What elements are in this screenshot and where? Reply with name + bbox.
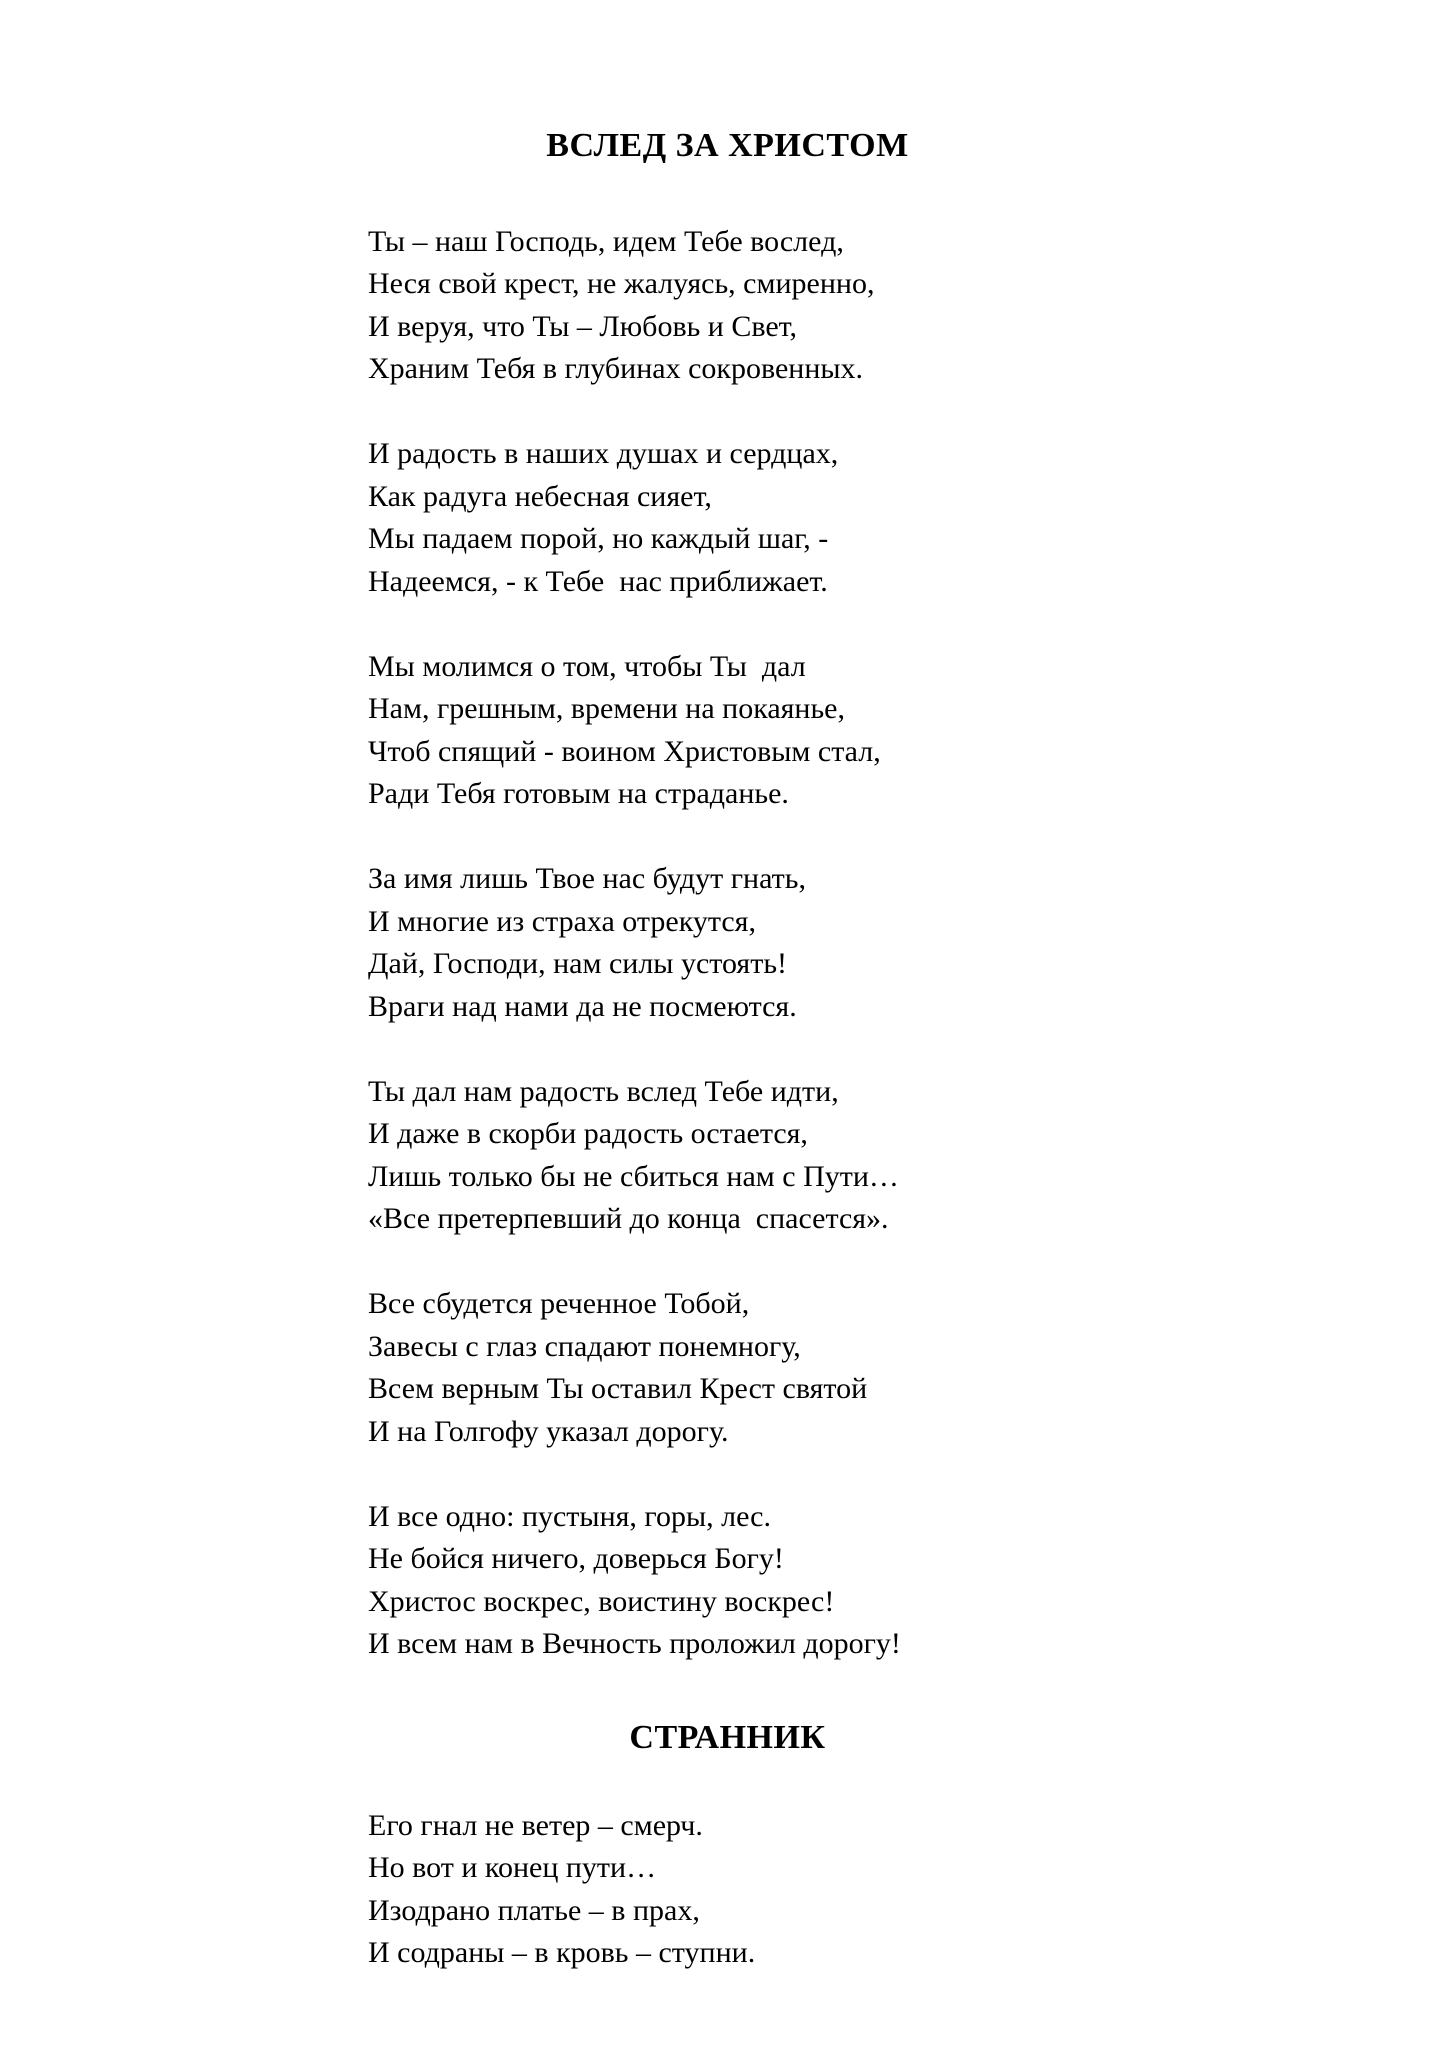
verse-line: Неся свой крест, не жалуясь, смиренно, xyxy=(368,267,875,301)
verse-line: И веруя, что Ты – Любовь и Свет, xyxy=(368,309,798,343)
verse-line: И содраны – в кровь – ступни. xyxy=(368,1936,756,1970)
stanza-spacer xyxy=(368,816,1415,859)
poem-body xyxy=(0,1805,1455,1975)
verse-line: Христос воскрес, воистину воскрес! xyxy=(368,1584,835,1618)
stanza-spacer xyxy=(368,391,1415,434)
poem-title: ВСЛЕД ЗА ХРИСТОМ xyxy=(546,127,909,164)
stanza xyxy=(368,1283,1415,1453)
verse-line: Мы падаем порой, но каждый шаг, - xyxy=(368,522,829,556)
verse-line: Лишь только бы не сбиться нам с Пути… xyxy=(368,1159,899,1193)
verse-line: Как радуга небесная сияет, xyxy=(368,479,712,513)
top-margin-spacer xyxy=(0,0,1455,126)
title-body-spacer xyxy=(0,1759,1455,1805)
stanza xyxy=(368,858,1415,1028)
verse-line: Его гнал не ветер – смерч. xyxy=(368,1808,703,1842)
verse-line: Изодрано платье – в прах, xyxy=(368,1893,700,1927)
verse-line: Ради Тебя готовым на страданье. xyxy=(368,777,789,811)
stanza-spacer xyxy=(368,603,1415,646)
stanza xyxy=(368,1805,1415,1975)
verse-line: Чтоб спящий - воином Христовым стал, xyxy=(368,734,881,768)
verse-line: Враги над нами да не посмеются. xyxy=(368,989,797,1023)
verse-line: Дай, Господи, нам силы устоять! xyxy=(368,947,788,981)
poem-title: СТРАННИК xyxy=(629,1718,826,1756)
verse-line: Надеемся, - к Тебе нас приближает. xyxy=(368,564,828,598)
poem-separator-spacer xyxy=(0,1666,1455,1718)
verse-line: «Все претерпевший до конца спасется». xyxy=(368,1202,889,1236)
stanza xyxy=(368,1496,1415,1666)
verse-line: Все сбудется реченное Тобой, xyxy=(368,1287,750,1321)
verse-line: Мы молимся о том, чтобы Ты дал xyxy=(368,649,806,683)
verse-line: Ты – наш Господь, идем Тебе вослед, xyxy=(368,224,844,258)
stanza-spacer xyxy=(368,1028,1415,1071)
verse-line: За имя лишь Твое нас будут гнать, xyxy=(368,862,806,896)
stanza xyxy=(368,646,1415,816)
stanza xyxy=(368,1071,1415,1241)
poem-vsled-za-hristom xyxy=(0,126,1455,1666)
verse-line: И многие из страха отрекутся, xyxy=(368,904,756,938)
verse-line: Нам, грешным, времени на покаянье, xyxy=(368,692,845,726)
verse-line: И даже в скорби радость остается, xyxy=(368,1117,808,1151)
verse-line: Но вот и конец пути… xyxy=(368,1851,657,1885)
verse-line: Всем верным Ты оставил Крест святой xyxy=(368,1372,868,1406)
verse-line: И радость в наших душах и сердцах, xyxy=(368,437,839,471)
poem-strannik xyxy=(0,1718,1455,1975)
verse-line: И все одно: пустыня, горы, лес. xyxy=(368,1499,771,1533)
title-body-spacer xyxy=(0,167,1455,221)
verse-line: Ты дал нам радость вслед Тебе идти, xyxy=(368,1074,839,1108)
verse-line: Не бойся ничего, доверься Богу! xyxy=(368,1542,784,1576)
poem-body xyxy=(0,221,1455,1666)
stanza xyxy=(368,433,1415,603)
stanza-spacer xyxy=(368,1241,1415,1284)
verse-line: Храним Тебя в глубинах сокровенных. xyxy=(368,352,864,386)
verse-line: Завесы с глаз спадают понемногу, xyxy=(368,1329,801,1363)
verse-line: И на Голгофу указал дорогу. xyxy=(368,1414,729,1448)
verse-line: И всем нам в Вечность проложил дорогу! xyxy=(368,1627,901,1661)
stanza xyxy=(368,221,1415,391)
stanza-spacer xyxy=(368,1453,1415,1496)
